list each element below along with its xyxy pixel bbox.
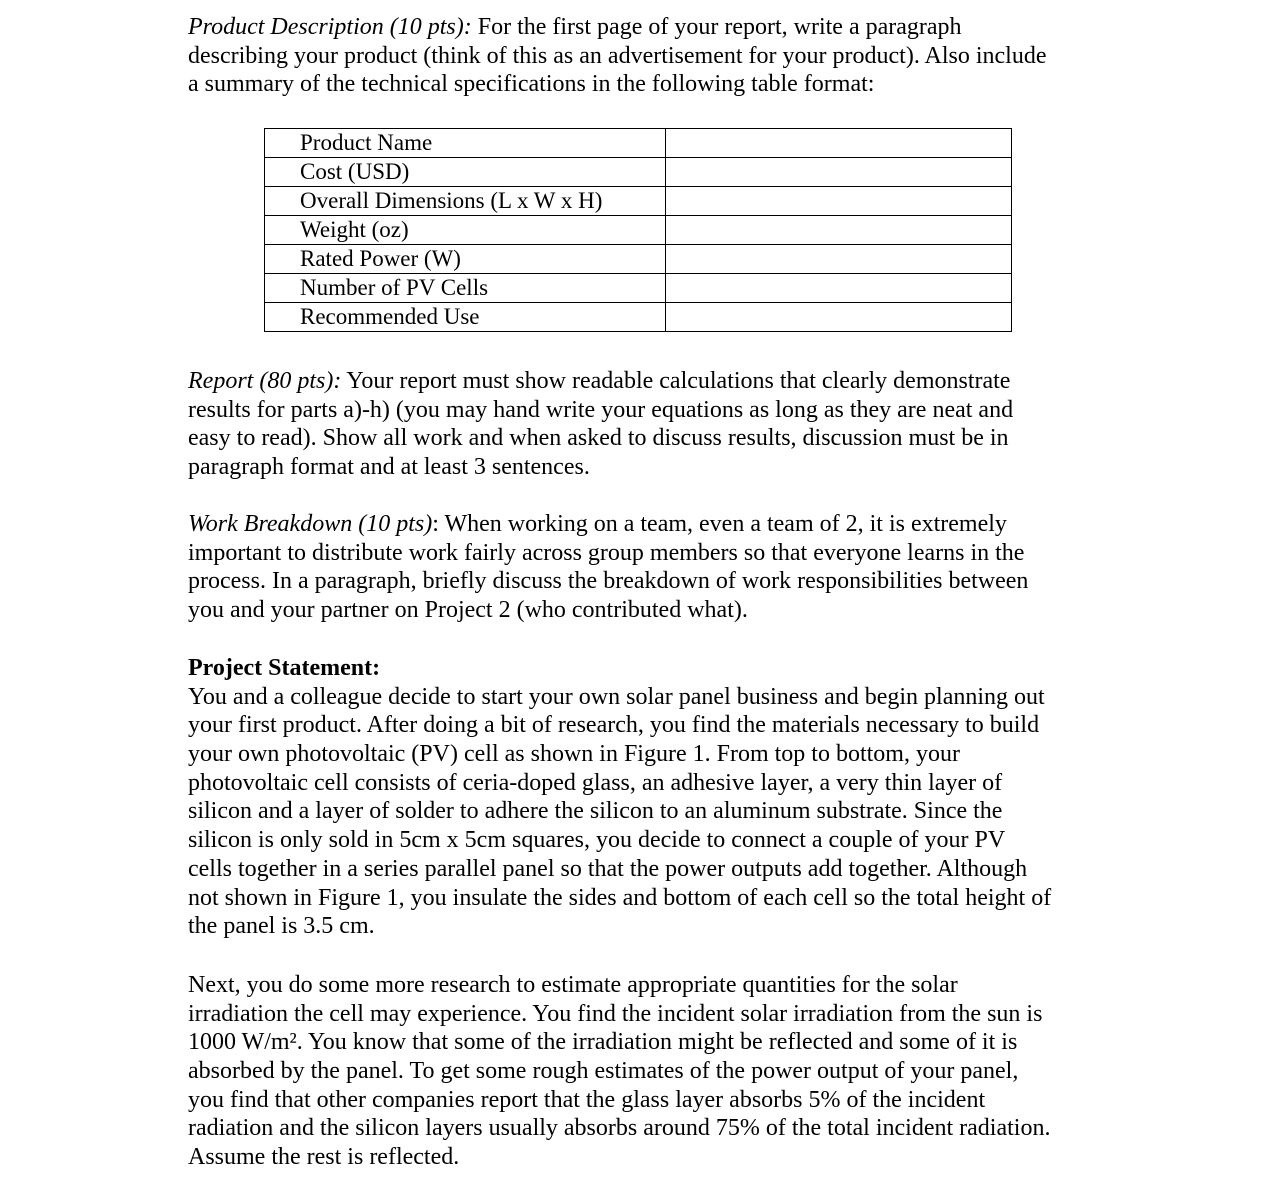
text-line: you and your partner on Project 2 (who contributed what). <box>188 597 748 624</box>
text-line: important to distribute work fairly across group members so that everyone learns in the <box>188 539 1025 566</box>
text-line: cells together in a series parallel panel so that the power outputs add together. Although <box>188 855 1028 882</box>
spec-value <box>666 303 1012 332</box>
text-line: absorbed by the panel. To get some rough estimates of the power output of your panel, <box>188 1058 1019 1085</box>
text-line: silicon and a layer of solder to adhere the silicon to an aluminum substrate. Since the <box>188 798 1003 825</box>
text-line: 1000 W/m². You know that some of the irradiation might be reflected and some of it is <box>188 1029 1018 1056</box>
text-line: irradiation the cell may experience. You find the incident solar irradiation from the sun is <box>188 1000 1043 1027</box>
spec-value <box>666 216 1012 245</box>
text-line: You and a colleague decide to start your own solar panel business and begin planning out <box>188 683 1045 710</box>
section-label: Report (80 pts): <box>188 368 342 394</box>
table-row <box>265 245 1012 274</box>
text-line: process. In a paragraph, briefly discuss the breakdown of work responsibilities between <box>188 568 1029 595</box>
spec-value <box>666 187 1012 216</box>
spec-label: Product Name <box>265 129 666 158</box>
text-line: Assume the rest is reflected. <box>188 1144 460 1171</box>
spec-value <box>666 158 1012 187</box>
text-line: paragraph format and at least 3 sentences. <box>188 454 590 481</box>
spec-label: Overall Dimensions (L x W x H) <box>265 187 666 216</box>
text-line: : When working on a team, even a team of 2, it is extremely <box>432 511 1007 537</box>
spec-label: Recommended Use <box>265 303 666 332</box>
spec-label: Number of PV Cells <box>265 274 666 303</box>
report-paragraph <box>188 367 1013 482</box>
table-row <box>265 216 1012 245</box>
text-line: your own photovoltaic (PV) cell as shown in Figure 1. From top to bottom, your <box>188 741 960 768</box>
spec-label: Rated Power (W) <box>265 245 666 274</box>
text-line: results for parts a)-h) (you may hand write your equations as long as they are neat and <box>188 396 1014 423</box>
text-line: silicon is only sold in 5cm x 5cm squares, you decide to connect a couple of your PV <box>188 827 1006 854</box>
text-line: easy to read). Show all work and when asked to discuss results, discussion must be in <box>188 425 1009 452</box>
product-description-paragraph <box>188 13 1046 99</box>
text-line: your first product. After doing a bit of research, you find the materials necessary to build <box>188 712 1040 739</box>
text-line: not shown in Figure 1, you insulate the sides and bottom of each cell so the total height of <box>188 884 1052 911</box>
section-label: Work Breakdown (10 pts) <box>188 511 433 537</box>
text-line: a summary of the technical specifications in the following table format: <box>188 71 875 98</box>
work-breakdown-paragraph <box>188 510 1028 625</box>
text-line: you find that other companies report that the glass layer absorbs 5% of the incident <box>188 1086 986 1113</box>
text-line: the panel is 3.5 cm. <box>188 913 375 940</box>
table-row <box>265 187 1012 216</box>
spec-value <box>666 129 1012 158</box>
text-line: Your report must show readable calculations that clearly demonstrate <box>341 368 1011 394</box>
spec-label: Cost (USD) <box>265 158 666 187</box>
text-line: For the first page of your report, write a paragraph <box>471 14 962 40</box>
text-line: Next, you do some more research to estimate appropriate quantities for the solar <box>188 972 958 998</box>
text-line: radiation and the silicon layers usually absorbs around 75% of the total incident radiation. <box>188 1115 1051 1142</box>
project-statement-heading: Project Statement: <box>188 655 381 681</box>
table-row <box>265 158 1012 187</box>
spec-table <box>264 128 1012 332</box>
text-line: photovoltaic cell consists of ceria-doped glass, an adhesive layer, a very thin layer of <box>188 769 1003 796</box>
next-paragraph <box>188 971 1050 1172</box>
table-row <box>265 274 1012 303</box>
text-line: describing your product (think of this as an advertisement for your product). Also include <box>188 42 1047 69</box>
section-label: Product Description (10 pts): <box>188 14 472 40</box>
project-statement-paragraph <box>188 654 1051 941</box>
table-row <box>265 129 1012 158</box>
spec-value <box>666 274 1012 303</box>
spec-label: Weight (oz) <box>265 216 666 245</box>
spec-value <box>666 245 1012 274</box>
table-row <box>265 303 1012 332</box>
